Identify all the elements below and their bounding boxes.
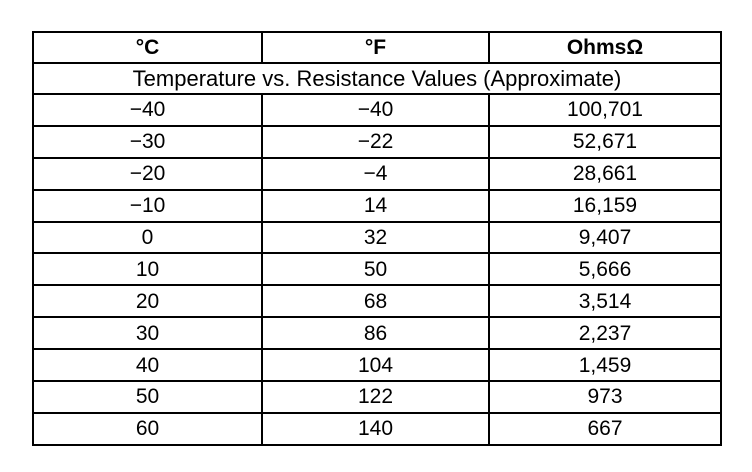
celsius-cell: −20 (33, 158, 262, 190)
header-fahrenheit: °F (262, 32, 489, 63)
fahrenheit-cell: 104 (262, 349, 489, 381)
celsius-cell: −10 (33, 190, 262, 222)
celsius-cell: 30 (33, 317, 262, 349)
table-row (33, 158, 721, 190)
ohms-cell: 973 (489, 381, 721, 413)
celsius-cell: 60 (33, 413, 262, 445)
fahrenheit-cell: −22 (262, 126, 489, 158)
ohms-cell: 3,514 (489, 285, 721, 317)
table-row (33, 94, 721, 126)
celsius-cell: −30 (33, 126, 262, 158)
fahrenheit-cell: 86 (262, 317, 489, 349)
header-ohms: OhmsΩ (489, 32, 721, 63)
table-row (33, 349, 721, 381)
ohms-cell: 5,666 (489, 253, 721, 285)
ohms-cell: 52,671 (489, 126, 721, 158)
table-row (33, 222, 721, 254)
celsius-cell: 0 (33, 222, 262, 254)
table-caption: Temperature vs. Resistance Values (Approximate) (33, 63, 721, 94)
celsius-cell: 40 (33, 349, 262, 381)
table-row (33, 381, 721, 413)
header-row (33, 32, 721, 63)
fahrenheit-cell: 50 (262, 253, 489, 285)
celsius-cell: 10 (33, 253, 262, 285)
table-row (33, 126, 721, 158)
table-row (33, 413, 721, 445)
fahrenheit-cell: 122 (262, 381, 489, 413)
celsius-cell: −40 (33, 94, 262, 126)
fahrenheit-cell: 14 (262, 190, 489, 222)
temperature-resistance-table (32, 31, 722, 446)
table-row (33, 190, 721, 222)
ohms-cell: 28,661 (489, 158, 721, 190)
fahrenheit-cell: 32 (262, 222, 489, 254)
ohms-cell: 2,237 (489, 317, 721, 349)
ohms-cell: 667 (489, 413, 721, 445)
fahrenheit-cell: −4 (262, 158, 489, 190)
table-row (33, 253, 721, 285)
ohms-cell: 100,701 (489, 94, 721, 126)
fahrenheit-cell: 140 (262, 413, 489, 445)
celsius-cell: 50 (33, 381, 262, 413)
table-row (33, 285, 721, 317)
caption-row (33, 63, 721, 94)
temperature-resistance-table-container (32, 31, 720, 446)
celsius-cell: 20 (33, 285, 262, 317)
fahrenheit-cell: 68 (262, 285, 489, 317)
ohms-cell: 9,407 (489, 222, 721, 254)
ohms-cell: 1,459 (489, 349, 721, 381)
header-celsius: °C (33, 32, 262, 63)
table-row (33, 317, 721, 349)
ohms-cell: 16,159 (489, 190, 721, 222)
fahrenheit-cell: −40 (262, 94, 489, 126)
